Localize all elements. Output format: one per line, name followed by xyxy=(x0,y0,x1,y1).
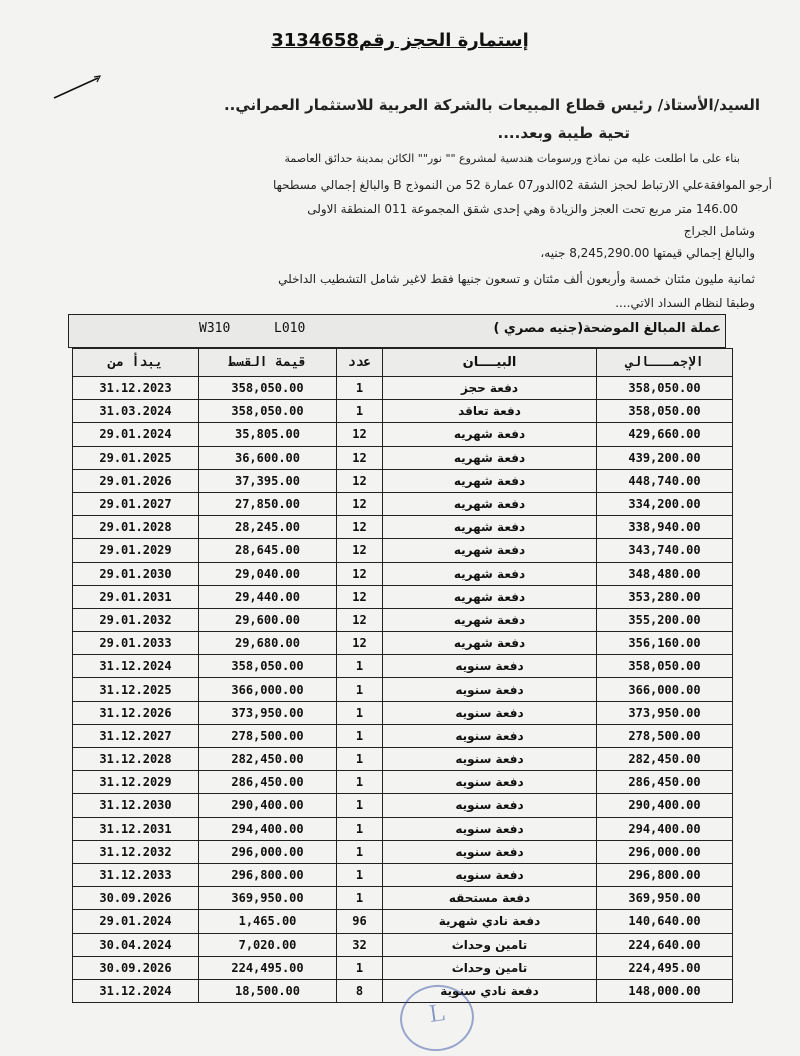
form-title: إستمارة الحجز رقم3134658 xyxy=(271,30,529,51)
cell-installment: 37,395.00 xyxy=(199,469,337,492)
cell-total: 348,480.00 xyxy=(597,562,733,585)
cell-start-date: 29.01.2032 xyxy=(73,608,199,631)
code-a: W310 xyxy=(199,321,231,336)
cell-total: 369,950.00 xyxy=(597,887,733,910)
cell-count: 8 xyxy=(337,979,383,1002)
cell-total: 278,500.00 xyxy=(597,724,733,747)
cell-installment: 29,680.00 xyxy=(199,632,337,655)
letter-line-7: وطبقا لنظام السداد الاتي.... xyxy=(615,296,755,310)
cell-total: 334,200.00 xyxy=(597,492,733,515)
cell-start-date: 30.09.2026 xyxy=(73,956,199,979)
cell-installment: 286,450.00 xyxy=(199,771,337,794)
table-row xyxy=(73,492,733,515)
cell-total: 282,450.00 xyxy=(597,748,733,771)
cell-count: 12 xyxy=(337,492,383,515)
cell-count: 1 xyxy=(337,655,383,678)
cell-start-date: 29.01.2025 xyxy=(73,446,199,469)
table-body xyxy=(73,377,733,1003)
cell-start-date: 31.12.2032 xyxy=(73,840,199,863)
cell-start-date: 30.04.2024 xyxy=(73,933,199,956)
cell-start-date: 31.12.2024 xyxy=(73,979,199,1002)
cell-count: 12 xyxy=(337,539,383,562)
cell-installment: 290,400.00 xyxy=(199,794,337,817)
cell-total: 294,400.00 xyxy=(597,817,733,840)
cell-installment: 373,950.00 xyxy=(199,701,337,724)
cell-start-date: 29.01.2033 xyxy=(73,632,199,655)
cell-count: 12 xyxy=(337,446,383,469)
cell-description: تامين وحداث xyxy=(383,933,597,956)
cell-description: دفعة سنويه xyxy=(383,794,597,817)
cell-description: دفعة شهريه xyxy=(383,446,597,469)
cell-count: 1 xyxy=(337,724,383,747)
cell-description: دفعة سنويه xyxy=(383,817,597,840)
table-row xyxy=(73,585,733,608)
cell-installment: 358,050.00 xyxy=(199,655,337,678)
cell-total: 224,495.00 xyxy=(597,956,733,979)
cell-count: 1 xyxy=(337,794,383,817)
cell-count: 32 xyxy=(337,933,383,956)
cell-description: دفعة سنويه xyxy=(383,655,597,678)
payment-schedule-table xyxy=(72,348,733,1003)
cell-total: 343,740.00 xyxy=(597,539,733,562)
cell-installment: 366,000.00 xyxy=(199,678,337,701)
cell-total: 373,950.00 xyxy=(597,701,733,724)
letter-greeting: تحية طيبة وبعد.... xyxy=(497,124,630,142)
cell-start-date: 29.01.2029 xyxy=(73,539,199,562)
cell-description: دفعة سنويه xyxy=(383,724,597,747)
cell-installment: 282,450.00 xyxy=(199,748,337,771)
table-row xyxy=(73,678,733,701)
cell-start-date: 29.01.2027 xyxy=(73,492,199,515)
cell-start-date: 31.12.2025 xyxy=(73,678,199,701)
cell-total: 338,940.00 xyxy=(597,516,733,539)
cell-start-date: 29.01.2026 xyxy=(73,469,199,492)
cell-count: 12 xyxy=(337,423,383,446)
currency-box xyxy=(68,314,726,348)
header-count: عدد xyxy=(337,349,383,377)
table-row xyxy=(73,516,733,539)
cell-count: 1 xyxy=(337,377,383,400)
cell-description: دفعة شهريه xyxy=(383,539,597,562)
header-total: الإجمـــالي xyxy=(597,349,733,377)
cell-installment: 29,040.00 xyxy=(199,562,337,585)
cell-description: دفعة شهريه xyxy=(383,516,597,539)
cell-count: 12 xyxy=(337,585,383,608)
cell-installment: 358,050.00 xyxy=(199,400,337,423)
cell-total: 366,000.00 xyxy=(597,678,733,701)
table-row xyxy=(73,539,733,562)
cell-count: 12 xyxy=(337,469,383,492)
cell-installment: 224,495.00 xyxy=(199,956,337,979)
cell-installment: 358,050.00 xyxy=(199,377,337,400)
cell-total: 296,000.00 xyxy=(597,840,733,863)
cell-installment: 7,020.00 xyxy=(199,933,337,956)
table-row xyxy=(73,840,733,863)
cell-installment: 369,950.00 xyxy=(199,887,337,910)
cell-start-date: 29.01.2024 xyxy=(73,423,199,446)
letter-line-3: 146.00 متر مربع تحت العجز والزيادة وهي إحدى شقق المجموعة 011 المنطقة الاولى xyxy=(307,202,738,216)
cell-installment: 296,000.00 xyxy=(199,840,337,863)
cell-total: 224,640.00 xyxy=(597,933,733,956)
cell-installment: 294,400.00 xyxy=(199,817,337,840)
cell-count: 1 xyxy=(337,863,383,886)
header-start-date: يبدأ من xyxy=(73,349,199,377)
pen-stroke-mark xyxy=(52,74,102,100)
header-description: البيــــان xyxy=(383,349,597,377)
currency-label: عملة المبالغ الموضحة(جنيه مصري ) xyxy=(493,321,721,336)
header-installment: قيمة القسط xyxy=(199,349,337,377)
table-row xyxy=(73,956,733,979)
cell-installment: 35,805.00 xyxy=(199,423,337,446)
cell-description: دفعة نادي شهرية xyxy=(383,910,597,933)
cell-start-date: 31.12.2024 xyxy=(73,655,199,678)
cell-installment: 28,645.00 xyxy=(199,539,337,562)
cell-installment: 29,440.00 xyxy=(199,585,337,608)
table-row xyxy=(73,562,733,585)
table-row xyxy=(73,377,733,400)
letter-line-2: أرجو الموافقةعلي الارتباط لحجز الشقة 02الدور07 عمارة 52 من النموذج B والبالغ إجمالي مسطحها xyxy=(272,178,772,192)
cell-installment: 296,800.00 xyxy=(199,863,337,886)
cell-description: دفعة شهريه xyxy=(383,423,597,446)
cell-count: 12 xyxy=(337,562,383,585)
table-row xyxy=(73,794,733,817)
cell-description: دفعة سنويه xyxy=(383,701,597,724)
cell-start-date: 30.09.2026 xyxy=(73,887,199,910)
table-row xyxy=(73,817,733,840)
table-row xyxy=(73,748,733,771)
cell-description: دفعة تعاقد xyxy=(383,400,597,423)
cell-installment: 27,850.00 xyxy=(199,492,337,515)
cell-total: 358,050.00 xyxy=(597,377,733,400)
cell-total: 356,160.00 xyxy=(597,632,733,655)
cell-total: 355,200.00 xyxy=(597,608,733,631)
code-b: L010 xyxy=(274,321,306,336)
table-row xyxy=(73,423,733,446)
table-row xyxy=(73,979,733,1002)
cell-start-date: 31.12.2028 xyxy=(73,748,199,771)
cell-start-date: 31.12.2027 xyxy=(73,724,199,747)
cell-total: 353,280.00 xyxy=(597,585,733,608)
cell-start-date: 31.03.2024 xyxy=(73,400,199,423)
cell-total: 296,800.00 xyxy=(597,863,733,886)
cell-description: دفعة شهريه xyxy=(383,492,597,515)
table-row xyxy=(73,910,733,933)
table-row xyxy=(73,933,733,956)
cell-start-date: 31.12.2033 xyxy=(73,863,199,886)
cell-total: 140,640.00 xyxy=(597,910,733,933)
cell-description: دفعة شهريه xyxy=(383,585,597,608)
cell-start-date: 29.01.2028 xyxy=(73,516,199,539)
cell-total: 358,050.00 xyxy=(597,400,733,423)
cell-description: دفعة سنويه xyxy=(383,748,597,771)
cell-total: 290,400.00 xyxy=(597,794,733,817)
cell-start-date: 31.12.2029 xyxy=(73,771,199,794)
table-row xyxy=(73,608,733,631)
cell-count: 1 xyxy=(337,887,383,910)
cell-installment: 1,465.00 xyxy=(199,910,337,933)
table-row xyxy=(73,400,733,423)
cell-start-date: 31.12.2031 xyxy=(73,817,199,840)
letter-line-6: ثمانية مليون مئتان خمسة وأربعون ألف مئتان و تسعون جنيها فقط لاغير شامل التشطيب الداخلي xyxy=(278,272,755,286)
cell-count: 12 xyxy=(337,632,383,655)
cell-total: 439,200.00 xyxy=(597,446,733,469)
cell-description: دفعة شهريه xyxy=(383,469,597,492)
cell-description: دفعة شهريه xyxy=(383,632,597,655)
cell-count: 1 xyxy=(337,840,383,863)
table-row xyxy=(73,724,733,747)
cell-count: 1 xyxy=(337,956,383,979)
cell-installment: 29,600.00 xyxy=(199,608,337,631)
letter-line-5: والبالغ إجمالي قيمتها 8,245,290.00 جنيه، xyxy=(540,246,755,260)
cell-total: 429,660.00 xyxy=(597,423,733,446)
table-row xyxy=(73,887,733,910)
table-row xyxy=(73,469,733,492)
cell-total: 358,050.00 xyxy=(597,655,733,678)
cell-description: دفعة سنويه xyxy=(383,678,597,701)
cell-start-date: 29.01.2031 xyxy=(73,585,199,608)
cell-installment: 28,245.00 xyxy=(199,516,337,539)
cell-start-date: 31.12.2026 xyxy=(73,701,199,724)
cell-count: 1 xyxy=(337,748,383,771)
table-header-row xyxy=(73,349,733,377)
cell-count: 1 xyxy=(337,771,383,794)
cell-description: دفعة نادي سنوية xyxy=(383,979,597,1002)
cell-description: دفعة مستحقه xyxy=(383,887,597,910)
table-row xyxy=(73,701,733,724)
cell-count: 12 xyxy=(337,608,383,631)
cell-count: 96 xyxy=(337,910,383,933)
table-row xyxy=(73,863,733,886)
cell-count: 1 xyxy=(337,678,383,701)
table-row xyxy=(73,655,733,678)
cell-description: دفعة شهريه xyxy=(383,608,597,631)
cell-start-date: 31.12.2023 xyxy=(73,377,199,400)
cell-description: دفعة سنويه xyxy=(383,863,597,886)
table-row xyxy=(73,632,733,655)
cell-count: 1 xyxy=(337,701,383,724)
company-stamp: Ｌ xyxy=(396,980,478,1056)
cell-total: 448,740.00 xyxy=(597,469,733,492)
cell-start-date: 31.12.2030 xyxy=(73,794,199,817)
cell-description: دفعة شهريه xyxy=(383,562,597,585)
cell-total: 148,000.00 xyxy=(597,979,733,1002)
cell-installment: 278,500.00 xyxy=(199,724,337,747)
cell-count: 1 xyxy=(337,817,383,840)
letter-salutation: السيد/الأستاذ/ رئيس قطاع المبيعات بالشركة العربية للاستثمار العمراني.. xyxy=(223,96,760,114)
cell-start-date: 29.01.2030 xyxy=(73,562,199,585)
cell-description: دفعة سنويه xyxy=(383,840,597,863)
cell-count: 1 xyxy=(337,400,383,423)
cell-installment: 18,500.00 xyxy=(199,979,337,1002)
cell-description: دفعة سنويه xyxy=(383,771,597,794)
cell-total: 286,450.00 xyxy=(597,771,733,794)
cell-description: دفعة حجز xyxy=(383,377,597,400)
cell-start-date: 29.01.2024 xyxy=(73,910,199,933)
table-row xyxy=(73,771,733,794)
cell-installment: 36,600.00 xyxy=(199,446,337,469)
cell-description: تامين وحداث xyxy=(383,956,597,979)
cell-count: 12 xyxy=(337,516,383,539)
letter-line-1: بناء على ما اطلعت عليه من نماذج ورسومات هندسية لمشروع "" نور"" الكائن بمدينة حدائق العاصمة xyxy=(284,152,740,165)
table-row xyxy=(73,446,733,469)
letter-line-4: وشامل الجراج xyxy=(683,224,755,238)
